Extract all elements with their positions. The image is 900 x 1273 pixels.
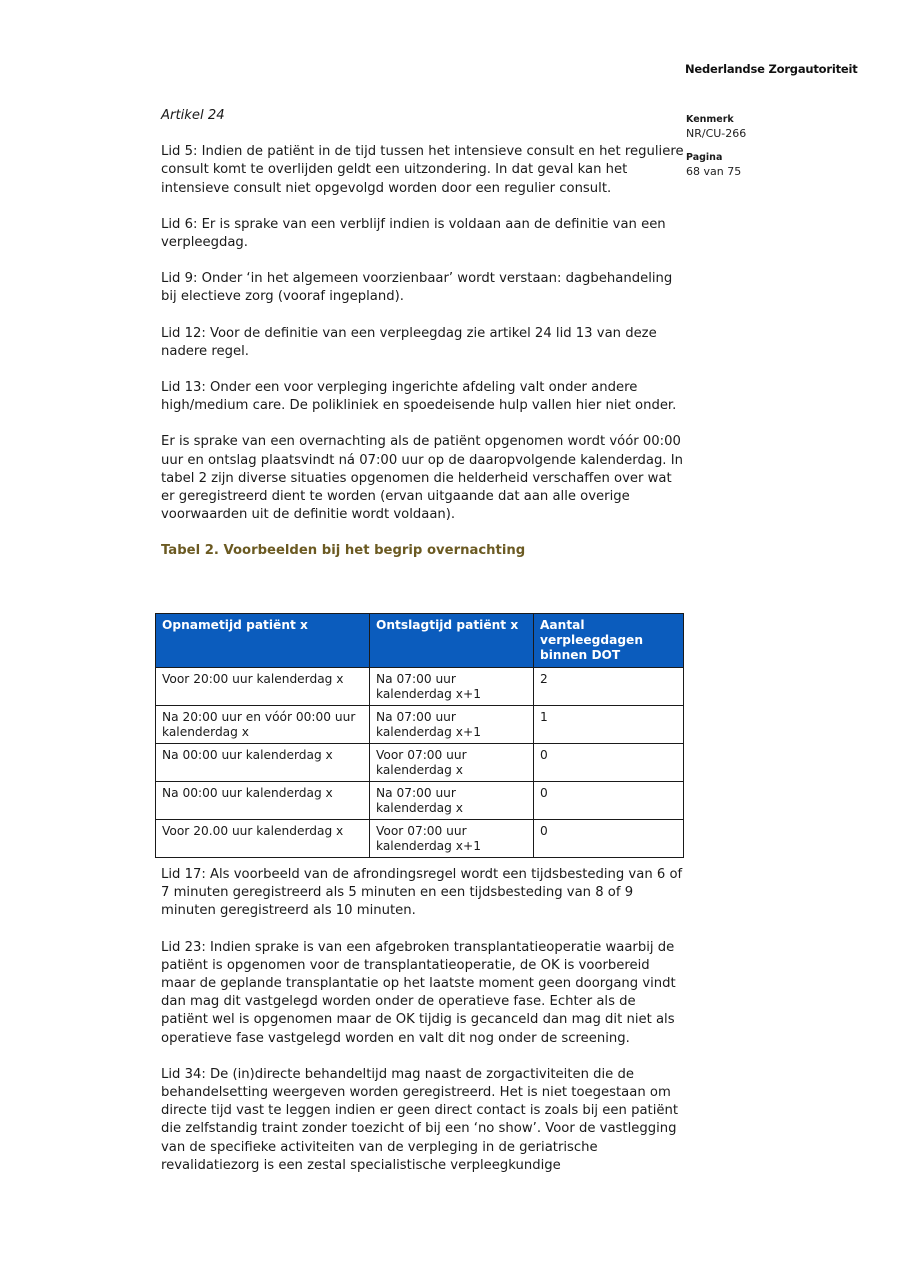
- kenmerk-label: Kenmerk: [686, 114, 734, 125]
- paragraph-lid-23: Lid 23: Indien sprake is van een afgebroken transplantatieoperatie waarbij de patiënt is opgenomen voor de transplantatieoperatie, de OK is voorbereid maar de geplande transplantatie op het laatste moment geen doorgang vindt dan mag dit vastgelegd worden onder de operatieve fase. Echter als de patiënt wel is opgenomen maar de OK tijdig is gecanceld dan mag dit niet als operatieve fase vastgelegd worden en valt dit nog onder de screening.: [161, 939, 676, 1046]
- cell: 0: [534, 782, 684, 820]
- paragraph-lid-12: Lid 12: Voor de definitie van een verpleegdag zie artikel 24 lid 13 van deze nadere regel.: [161, 325, 657, 359]
- pagina-label: Pagina: [686, 152, 723, 163]
- cell: 0: [534, 744, 684, 782]
- table-row: [156, 706, 684, 744]
- header-aantal: Aantal verpleegdagen binnen DOT: [534, 614, 684, 668]
- table-row: [156, 668, 684, 706]
- cell: Na 07:00 uur kalenderdag x: [370, 782, 534, 820]
- organization-name: Nederlandse Zorgautoriteit: [685, 62, 858, 76]
- cell: 2: [534, 668, 684, 706]
- table-row: [156, 744, 684, 782]
- table-row: [156, 782, 684, 820]
- paragraph-lid-5: Lid 5: Indien de patiënt in de tijd tussen het intensieve consult en het reguliere consult komt te overlijden geldt een uitzondering. In dat geval kan het intensieve consult niet opgevolgd worden door een regulier consult.: [161, 144, 684, 196]
- cell: 0: [534, 820, 684, 858]
- cell: Voor 20:00 uur kalenderdag x: [156, 668, 370, 706]
- cell: Na 20:00 uur en vóór 00:00 uur kalenderdag x: [156, 706, 370, 744]
- paragraph-lid-13: Lid 13: Onder een voor verpleging ingerichte afdeling valt onder andere high/medium care. De polikliniek en spoedeisende hulp vallen hier niet onder.: [161, 380, 677, 414]
- lower-content: [161, 866, 686, 1193]
- header-opnametijd: Opnametijd patiënt x: [156, 614, 370, 668]
- article-heading: Artikel 24: [161, 108, 225, 123]
- table-header-row: [156, 614, 684, 668]
- cell: Na 07:00 uur kalenderdag x+1: [370, 668, 534, 706]
- cell: Na 07:00 uur kalenderdag x+1: [370, 706, 534, 744]
- paragraph-lid-17: Lid 17: Als voorbeeld van de afrondingsregel wordt een tijdsbesteding van 6 of 7 minuten geregistreerd als 5 minuten en een tijdsbesteding van 8 of 9 minuten geregistreerd als 10 minuten.: [161, 867, 683, 919]
- paragraph-overnachting: Er is sprake van een overnachting als de patiënt opgenomen wordt vóór 00:00 uur en ontslag plaatsvindt ná 07:00 uur op de daaropvolgende kalenderdag. In tabel 2 zijn diverse situaties opgenomen die helderheid verschaffen over wat er geregistreerd dient te worden (ervan uitgaande dat aan alle overige voorwaarden uit de definitie wordt voldaan).: [161, 434, 683, 523]
- main-content: [161, 107, 686, 575]
- pagina-value: 68 van 75: [686, 165, 742, 178]
- kenmerk-value: NR/CU-266: [686, 127, 747, 140]
- paragraph-lid-34: Lid 34: De (in)directe behandeltijd mag naast de zorgactiviteiten die de behandelsetting weergeven worden geregistreerd. Het is niet toegestaan om directe tijd vast te leggen indien er geen direct contact is zoals bij een patiënt die zelfstandig traint zonder toezicht of bij een ‘no show’. Voor de vastlegging van de specifieke activiteiten van de verpleging in de geriatrische revalidatiezorg is een zestal specialistische verpleegkundige: [161, 1066, 678, 1173]
- table-row: [156, 820, 684, 858]
- cell: Voor 07:00 uur kalenderdag x+1: [370, 820, 534, 858]
- paragraph-lid-6: Lid 6: Er is sprake van een verblijf indien is voldaan aan de definitie van een verpleegdag.: [161, 216, 666, 251]
- cell: Voor 07:00 uur kalenderdag x: [370, 744, 534, 782]
- document-meta: [686, 113, 746, 189]
- table-caption: Tabel 2. Voorbeelden bij het begrip overnachting: [161, 543, 526, 559]
- cell: Voor 20.00 uur kalenderdag x: [156, 820, 370, 858]
- paragraph-lid-9: Lid 9: Onder ‘in het algemeen voorzienbaar’ wordt verstaan: dagbehandeling bij electieve zorg (vooraf ingepland).: [161, 271, 673, 305]
- overnachting-table: [155, 613, 684, 858]
- header-ontslagtijd: Ontslagtijd patiënt x: [370, 614, 534, 668]
- cell: Na 00:00 uur kalenderdag x: [156, 782, 370, 820]
- cell: 1: [534, 706, 684, 744]
- cell: Na 00:00 uur kalenderdag x: [156, 744, 370, 782]
